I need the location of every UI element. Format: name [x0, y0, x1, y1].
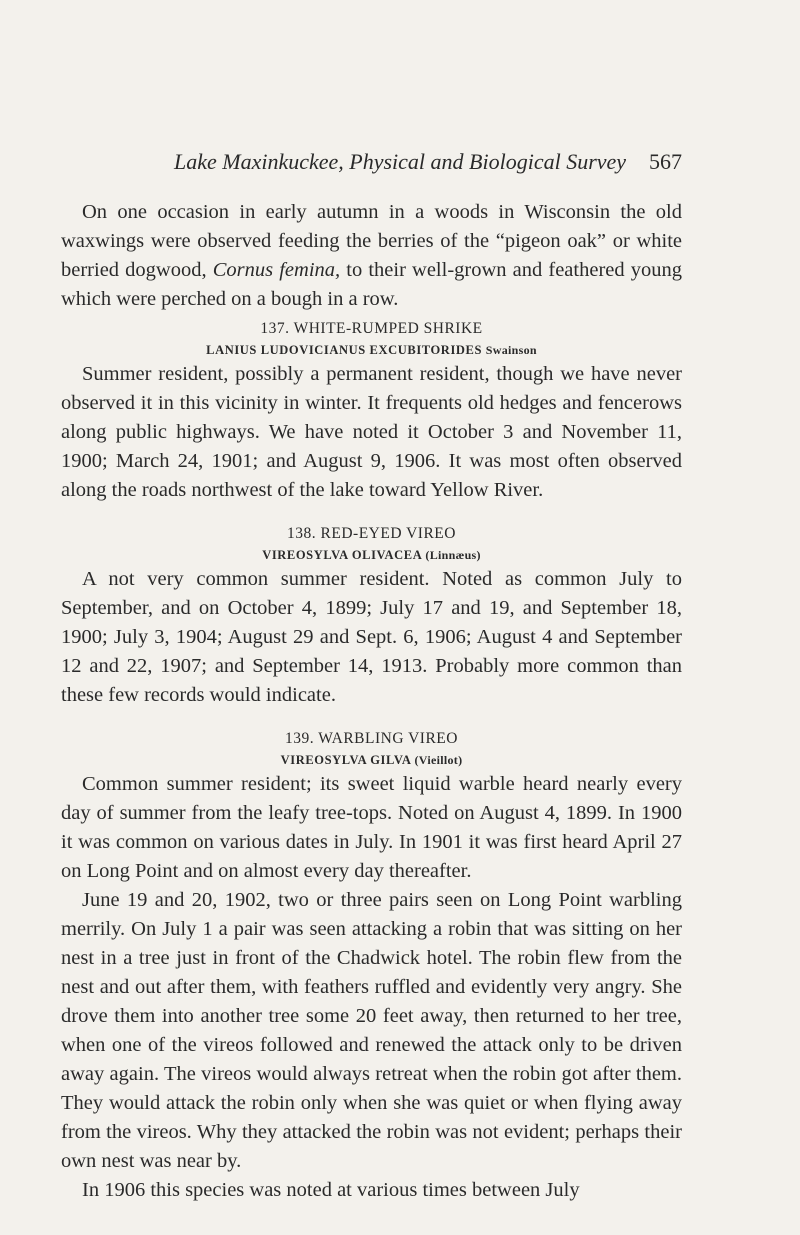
species-name: Cornus femina, [212, 259, 341, 281]
paragraph-137: Summer resident, possibly a permanent resident, though we have never observed it in this vicinity in winter. It frequents old hedges and fencerows along public highways. We have noted it October 3 and November 11, 1900; March 24, 1901; and August 9, 1906. It was most often observed along the roads northwest of the lake toward Yellow River. [61, 363, 682, 501]
paragraph-139-1: Common summer resident; its sweet liquid warble heard nearly every day of summer from the leafy tree-tops. Noted on August 4, 1899. In 1900 it was common on various dates in July. In 1901 it was first heard April 27 on Long Point and on almost every day thereafter. [61, 773, 682, 882]
paragraph-139-2: June 19 and 20, 1902, two or three pairs seen on Long Point warbling merrily. On July 1 a pair was seen attacking a robin that was sitting on her nest in a tree just in front of the Chadwick hotel. The robin flew from the nest and out after them, with feathers ruffled and evidently very angry. She drove them into another tree some 20 feet away, then returned to her tree, when one of the vireos followed and renewed the attack only to be driven away again. The vireos would always retreat when the robin got after them. They would attack the robin only when she was quiet or when flying away from the vireos. Why they attacked the robin was not evident; perhaps their own nest was near by. [61, 889, 682, 1172]
intro-text-2: to their well-grown and feathered young which were perched on a bough in a row. [61, 259, 682, 310]
scientific-name-139 [61, 750, 682, 770]
intro-text-1: On one occasion in early autumn in a woods in Wisconsin the old waxwings were observed feeding the berries of the “pigeon oak” or white berried dogwood, [61, 201, 682, 281]
authority: Swainson [485, 343, 537, 357]
paragraph-138: A not very common summer resident. Noted as common July to September, and on October 4, 1899; July 17 and 19, and September 18, 1900; July 3, 1904; August 29 and Sept. 6, 1906; August 4 and September 12 and 22, 1907; and September 14, 1913. Probably more common than these few records would indicate. [61, 568, 682, 706]
running-title: Lake Maxinkuckee, Physical and Biological Survey [174, 149, 627, 174]
scientific-binomial: LANIUS LUDOVICIANUS EXCUBITORIDES [206, 343, 483, 357]
page-number: 567 [649, 149, 682, 174]
authority: (Linnæus) [425, 548, 481, 562]
running-header [174, 148, 682, 176]
scientific-name-138 [61, 545, 682, 565]
section-heading-138: 138. RED-EYED VIREO [287, 525, 456, 542]
intro-paragraph [61, 198, 682, 314]
authority: (Vieillot) [414, 753, 463, 767]
scientific-name-137 [61, 340, 682, 360]
body-text [61, 198, 682, 1205]
scientific-binomial: VIREOSYLVA GILVA [280, 753, 411, 767]
section-heading-137: 137. WHITE-RUMPED SHRIKE [260, 320, 483, 337]
scientific-binomial: VIREOSYLVA OLIVACEA [262, 548, 422, 562]
paragraph-139-3: In 1906 this species was noted at various times between July [82, 1179, 580, 1201]
section-heading-139: 139. WARBLING VIREO [285, 730, 458, 747]
